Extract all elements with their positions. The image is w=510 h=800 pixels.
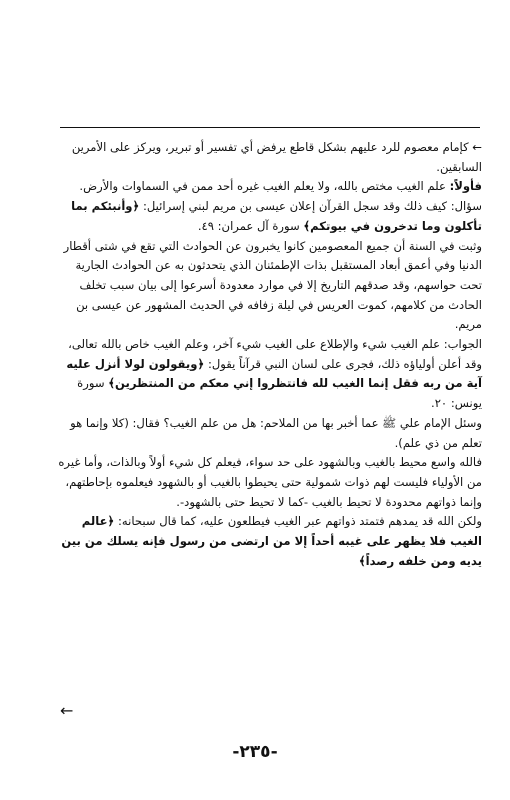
text-segment: وثبت في السنة أن جميع المعصومين كانوا يخبرون عن الحوادث التي تقع في شتى أقطار الدنيا وفي أعمق أبعاد المستقبل بذات الإطمئنان الذي يتحدثون به عن الحوادث الجارية تحت حواسهم، وقد صدقهم التاريخ إلا في موارد معدودة أسرعوا إلى بيان سبب تخلف الحادث من كلامهم، كموت العريس في ليلة زفافه في الحديث المشهور عن عيسى بن مريم. [63, 238, 482, 332]
bold-text-segment: ﴿عالم الغيب فلا يظهر على غيبه أحداً إلا من ارتضى من رسول فإنه يسلك من بين يديه ومن خلفه رصداً﴾ [61, 514, 482, 568]
footnote-paragraph [58, 453, 482, 512]
text-segment: فالله واسع محيط بالغيب وبالشهود على حد سواء، فيعلم كل شيء أولاً وبالذات، وأما غيره من الأولياء فليست لهم ذوات شمولية حتى يحيطوا بالغيب أو بالشهود فيعلموه بإحاطتهم، وإنما ذواتهم محدودة لا تحيط بالغيب -كما لا تحيط حتى بالشهود-. [58, 455, 482, 509]
text-segment: علم الغيب مختص بالله، ولا يعلم الغيب غيره أحد ممن في السماوات والأرض. [79, 179, 450, 194]
text-segment: ولكن الله قد يمدهم فتمتد ذواتهم عبر الغيب فيطلعون عليه، كما قال سبحانه: [114, 514, 482, 529]
text-segment: سورة آل عمران: ٤٩. [197, 218, 304, 233]
footnote-paragraph [58, 414, 482, 453]
text-segment: وسئل الإمام علي ﷺ عما أخبر بها من الملاحم: هل من علم الغيب؟ فقال: (كلا وإنما هو تعلم من ذي علم). [70, 415, 482, 450]
text-segment: سؤال: كيف ذلك وقد سجل القرآن إعلان عيسى بن مريم لبني إسرائيل: [139, 199, 482, 214]
footnote-paragraph [58, 138, 482, 177]
page-number: -٢٣٥- [232, 742, 278, 762]
bold-text-segment: فأولاً: [449, 179, 482, 194]
text-segment: ← كإمام معصوم للرد عليهم بشكل قاطع يرفض أي تفسير أو تبرير، ويركز على الأمرين السابقين. [71, 140, 482, 174]
footnote-separator-line [60, 127, 480, 128]
text-segment: سورة يونس: ٢٠. [77, 376, 482, 411]
continuation-arrow-icon: ← [60, 701, 74, 720]
footnote-paragraph [58, 512, 482, 571]
text-segment: الجواب: علم الغيب شيء والإطلاع على الغيب شيء آخر، وعلم الغيب خاص بالله تعالى، وقد أعلن أولياؤه ذلك، فجرى على لسان النبي قرآناً يقول: [68, 337, 482, 371]
footnote-paragraph [58, 177, 482, 197]
footnote-paragraph [58, 197, 482, 236]
footnote-paragraph [58, 237, 482, 336]
footnote-text-block [58, 138, 482, 571]
bold-text-segment: ﴿وأنبئكم بما تأكلون وما تدخرون في بيوتكم﴾ [71, 199, 482, 233]
footnote-paragraph [58, 335, 482, 414]
bold-text-segment: ﴿ويقولون لولا أنزل عليه آية من ربه فقل إنما الغيب لله فانتظروا إني معكم من المنتظرين﴾ [66, 356, 482, 391]
